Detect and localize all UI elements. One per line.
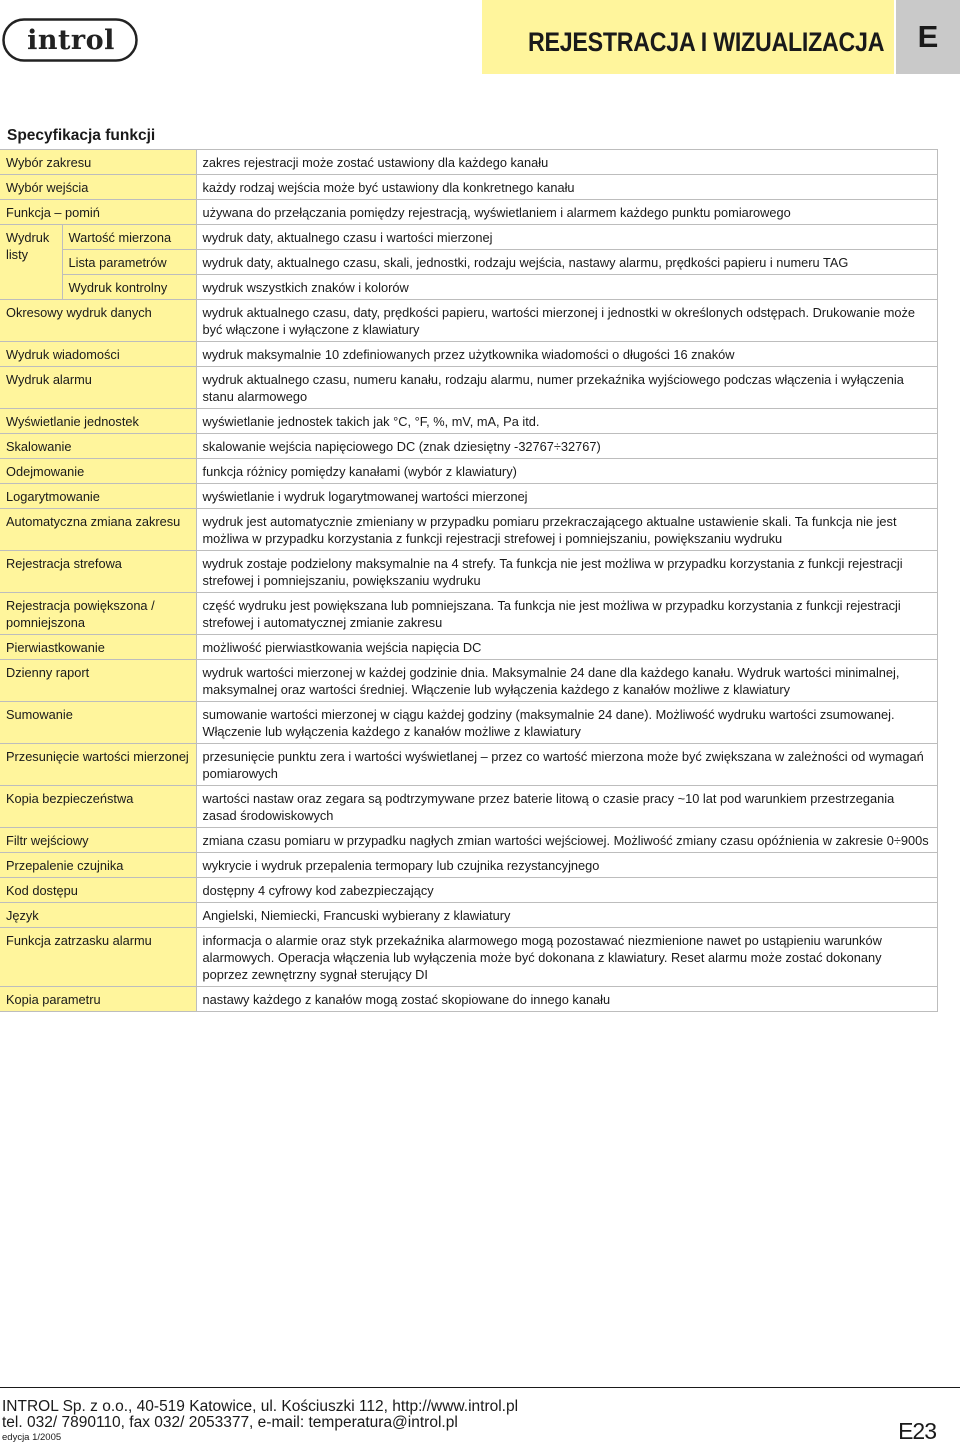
table-row xyxy=(0,987,937,1012)
table-row xyxy=(0,484,937,509)
logo-text: introl xyxy=(27,25,115,56)
row-description: nastawy każdego z kanałów mogą zostać skopiowane do innego kanału xyxy=(196,987,937,1012)
row-label: Wydruk listy xyxy=(0,225,62,300)
section-code: E xyxy=(917,19,939,54)
table-row xyxy=(0,660,937,702)
row-description: wydruk maksymalnie 10 zdefiniowanych przez użytkownika wiadomości o długości 16 znaków xyxy=(196,342,937,367)
section-title: Specyfikacja funkcji xyxy=(7,127,156,144)
row-description: wydruk wszystkich znaków i kolorów xyxy=(196,275,937,300)
row-description: wyświetlanie jednostek takich jak °C, °F, %, mV, mA, Pa itd. xyxy=(196,409,937,434)
row-label: Kod dostępu xyxy=(0,878,196,903)
row-label: Funkcja – pomiń xyxy=(0,200,196,225)
row-label: Automatyczna zmiana zakresu xyxy=(0,509,196,551)
row-label: Okresowy wydruk danych xyxy=(0,300,196,342)
table-row xyxy=(0,434,937,459)
row-description: możliwość pierwiastkowania wejścia napięcia DC xyxy=(196,635,937,660)
table-row xyxy=(0,551,937,593)
table-row xyxy=(0,367,937,409)
row-label: Wydruk alarmu xyxy=(0,367,196,409)
row-label: Wybór zakresu xyxy=(0,150,196,175)
row-description: dostępny 4 cyfrowy kod zabezpieczający xyxy=(196,878,937,903)
row-description: wydruk aktualnego czasu, daty, prędkości papieru, wartości mierzonej i jednostki w określonych odstępach. Drukowanie może być włączone i wyłączone z klawiatury xyxy=(196,300,937,342)
introl-logo xyxy=(2,18,138,62)
table-row xyxy=(0,702,937,744)
row-description: zakres rejestracji może zostać ustawiony dla każdego kanału xyxy=(196,150,937,175)
row-label: Wybór wejścia xyxy=(0,175,196,200)
table-row xyxy=(0,878,937,903)
footer-edition: edycja 1/2005 xyxy=(2,1432,62,1443)
row-label: Sumowanie xyxy=(0,702,196,744)
table-row xyxy=(0,903,937,928)
footer-divider xyxy=(0,1387,960,1388)
row-description: wartości nastaw oraz zegara są podtrzymywane przez baterie litową o czasie pracy ~10 lat pod warunkiem przestrzegania zasad środowiskowych xyxy=(196,786,937,828)
row-description: wykrycie i wydruk przepalenia termopary lub czujnika rezystancyjnego xyxy=(196,853,937,878)
row-sublabel: Wartość mierzona xyxy=(62,225,196,250)
table-row xyxy=(0,300,937,342)
row-label: Kopia parametru xyxy=(0,987,196,1012)
row-description: sumowanie wartości mierzonej w ciągu każdej godziny (maksymalnie 24 dane). Możliwość wydruku wartości zsumowanej. Włączenie lub wyłączenia każdego z kanałów możliwe z klawiatury xyxy=(196,702,937,744)
row-label: Skalowanie xyxy=(0,434,196,459)
row-label: Przesunięcie wartości mierzonej xyxy=(0,744,196,786)
table-row xyxy=(0,250,937,275)
page-header xyxy=(0,0,960,75)
row-description: przesunięcie punktu zera i wartości wyświetlanej – przez co wartość mierzona może być zwiększana w zależności od wymagań pomiarowych xyxy=(196,744,937,786)
footer-address: INTROL Sp. z o.o., 40-519 Katowice, ul. Kościuszki 112, http://www.introl.pl xyxy=(2,1398,519,1415)
row-label: Wyświetlanie jednostek xyxy=(0,409,196,434)
row-description: wydruk jest automatycznie zmieniany w przypadku pomiaru przekraczającego aktualne ustawienie skali. Ta funkcja nie jest możliwa w przypadku korzystania z funkcji rejestracji strefowej i pomniejszaniu, powiększaniu wydruku xyxy=(196,509,937,551)
table-row xyxy=(0,150,937,175)
table-row xyxy=(0,786,937,828)
row-description: informacja o alarmie oraz styk przekaźnika alarmowego mogą pozostawać niezmienione nawet po ustąpieniu warunków alarmowych. Operacja włączenia lub wyłączenia może być dokonana z klawiatury. Reset alarmu może zostać dokonany poprzez zewnętrzny sygnał sterujący DI xyxy=(196,928,937,987)
table-row xyxy=(0,853,937,878)
page-number: E23 xyxy=(898,1418,936,1444)
function-spec-table xyxy=(0,149,938,1012)
row-label: Pierwiastkowanie xyxy=(0,635,196,660)
row-description: część wydruku jest powiększana lub pomniejszana. Ta funkcja nie jest możliwa w przypadku korzystania z funkcji rejestracji strefowej i automatycznej zmianie zakresu xyxy=(196,593,937,635)
footer-contact: tel. 032/ 7890110, fax 032/ 2053377, e-mail: temperatura@introl.pl xyxy=(2,1414,458,1431)
row-label: Logarytmowanie xyxy=(0,484,196,509)
row-description: wydruk zostaje podzielony maksymalnie na 4 strefy. Ta funkcja nie jest możliwa w przypadku korzystania z funkcji rejestracji strefowej i pomniejszaniu, powiększaniu wydruku xyxy=(196,551,937,593)
table-row xyxy=(0,175,937,200)
row-description: używana do przełączania pomiędzy rejestracją, wyświetlaniem i alarmem każdego punktu pomiarowego xyxy=(196,200,937,225)
table-row xyxy=(0,409,937,434)
row-label: Język xyxy=(0,903,196,928)
row-description: wydruk daty, aktualnego czasu i wartości mierzonej xyxy=(196,225,937,250)
row-label: Funkcja zatrzasku alarmu xyxy=(0,928,196,987)
row-description: wydruk wartości mierzonej w każdej godzinie dnia. Maksymalnie 24 dane dla każdego kanału. Wydruk wartości minimalnej, maksymalnej oraz wartości średniej. Włączenie lub wyłączenia każdego z kanałów możliwe z klawiatury xyxy=(196,660,937,702)
page-title: REJESTRACJA I WIZUALIZACJA xyxy=(527,27,884,57)
row-label: Przepalenie czujnika xyxy=(0,853,196,878)
table-row xyxy=(0,509,937,551)
title-banner xyxy=(482,0,894,74)
row-sublabel: Lista parametrów xyxy=(62,250,196,275)
row-description: wydruk daty, aktualnego czasu, skali, jednostki, rodzaju wejścia, nastawy alarmu, prędkości papieru i numeru TAG xyxy=(196,250,937,275)
row-label: Dzienny raport xyxy=(0,660,196,702)
row-description: wydruk aktualnego czasu, numeru kanału, rodzaju alarmu, numer przekaźnika wyjściowego podczas włączenia i wyłączenia stanu alarmowego xyxy=(196,367,937,409)
table-row xyxy=(0,275,937,300)
section-code-box xyxy=(896,0,960,74)
row-label: Filtr wejściowy xyxy=(0,828,196,853)
table-row xyxy=(0,593,937,635)
table-row xyxy=(0,928,937,987)
row-label: Rejestracja powiększona / pomniejszona xyxy=(0,593,196,635)
table-row xyxy=(0,828,937,853)
row-label: Wydruk wiadomości xyxy=(0,342,196,367)
row-description: każdy rodzaj wejścia może być ustawiony dla konkretnego kanału xyxy=(196,175,937,200)
row-description: zmiana czasu pomiaru w przypadku nagłych zmian wartości wejściowej. Możliwość zmiany czasu opóźnienia w zakresie 0÷900s xyxy=(196,828,937,853)
table-row xyxy=(0,459,937,484)
row-description: skalowanie wejścia napięciowego DC (znak dziesiętny -32767÷32767) xyxy=(196,434,937,459)
row-label: Odejmowanie xyxy=(0,459,196,484)
row-description: Angielski, Niemiecki, Francuski wybierany z klawiatury xyxy=(196,903,937,928)
table-row xyxy=(0,225,937,250)
row-label: Rejestracja strefowa xyxy=(0,551,196,593)
table-row xyxy=(0,744,937,786)
table-row xyxy=(0,200,937,225)
row-label: Kopia bezpieczeństwa xyxy=(0,786,196,828)
row-sublabel: Wydruk kontrolny xyxy=(62,275,196,300)
row-description: funkcja różnicy pomiędzy kanałami (wybór z klawiatury) xyxy=(196,459,937,484)
table-row xyxy=(0,635,937,660)
table-row xyxy=(0,342,937,367)
row-description: wyświetlanie i wydruk logarytmowanej wartości mierzonej xyxy=(196,484,937,509)
